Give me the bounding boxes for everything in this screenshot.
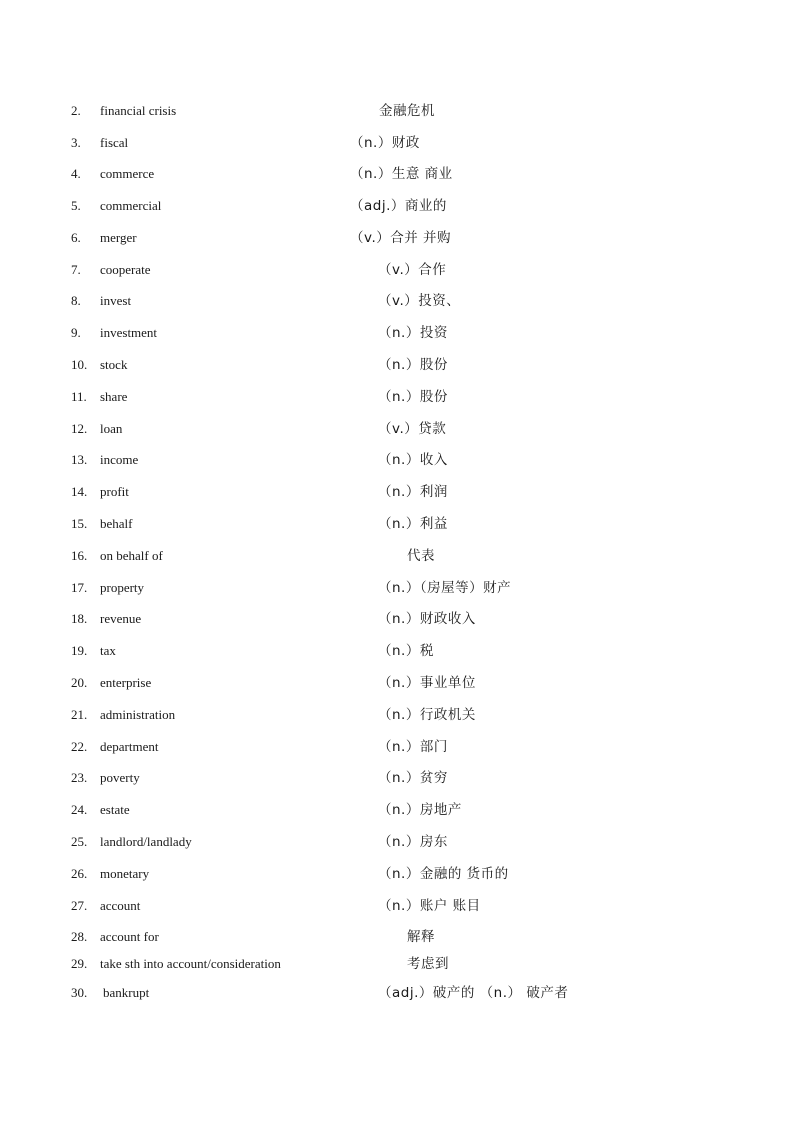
vocab-row	[0, 228, 794, 248]
chinese-meaning: （n.）金融的 货币的	[378, 866, 509, 882]
item-number: 11.	[71, 389, 87, 404]
vocab-row	[0, 864, 794, 884]
vocab-row	[0, 737, 794, 757]
chinese-meaning: 考虑到	[407, 956, 449, 972]
item-number: 5.	[71, 198, 81, 213]
vocab-row	[0, 260, 794, 280]
item-number: 15.	[71, 516, 88, 531]
english-term: investment	[100, 325, 158, 340]
vocab-row	[0, 323, 794, 343]
item-number: 21.	[71, 707, 88, 722]
english-term: monetary	[100, 866, 150, 881]
item-number: 23.	[71, 770, 88, 785]
item-number: 6.	[71, 230, 81, 245]
vocab-row	[0, 673, 794, 693]
english-term: bankrupt	[103, 985, 150, 1000]
chinese-meaning: （n.）账户 账目	[378, 898, 481, 914]
vocab-row	[0, 133, 794, 153]
vocab-row	[0, 101, 794, 121]
chinese-meaning: （n.）（房屋等）财产	[378, 580, 512, 596]
vocab-row	[0, 546, 794, 566]
item-number: 4.	[71, 166, 81, 181]
item-number: 13.	[71, 452, 88, 467]
chinese-meaning: （n.）生意 商业	[350, 166, 453, 182]
english-term: poverty	[100, 770, 140, 785]
vocab-row	[0, 927, 794, 947]
item-number: 27.	[71, 898, 88, 913]
chinese-meaning: （n.）财政	[350, 135, 420, 151]
vocab-row	[0, 832, 794, 852]
item-number: 30.	[71, 985, 88, 1000]
chinese-meaning: （n.）利润	[378, 484, 448, 500]
chinese-meaning: （n.）税	[378, 643, 434, 659]
chinese-meaning: （n.）房地产	[378, 802, 462, 818]
vocab-row	[0, 768, 794, 788]
english-term: commercial	[100, 198, 162, 213]
vocab-row	[0, 800, 794, 820]
vocab-row	[0, 387, 794, 407]
item-number: 20.	[71, 675, 88, 690]
item-number: 28.	[71, 929, 88, 944]
english-term: financial crisis	[100, 103, 177, 118]
vocab-row	[0, 954, 794, 974]
english-term: income	[100, 452, 139, 467]
item-number: 25.	[71, 834, 88, 849]
vocab-row	[0, 514, 794, 534]
item-number: 2.	[71, 103, 81, 118]
english-term: property	[100, 580, 145, 595]
vocab-row	[0, 291, 794, 311]
chinese-meaning: （n.）股份	[378, 357, 448, 373]
english-term: tax	[100, 643, 116, 658]
chinese-meaning: （n.）房东	[378, 834, 448, 850]
item-number: 12.	[71, 421, 88, 436]
english-term: on behalf of	[100, 548, 163, 563]
english-term: stock	[100, 357, 128, 372]
chinese-meaning: （n.）股份	[378, 389, 448, 405]
vocab-row	[0, 355, 794, 375]
item-number: 14.	[71, 484, 88, 499]
english-term: revenue	[100, 611, 142, 626]
chinese-meaning: （adj.）破产的 （n.） 破产者	[378, 985, 569, 1001]
english-term: department	[100, 739, 159, 754]
english-term: landlord/landlady	[100, 834, 192, 849]
vocab-row	[0, 578, 794, 598]
english-term: commerce	[100, 166, 155, 181]
english-term: take sth into account/consideration	[100, 956, 281, 971]
vocab-row	[0, 705, 794, 725]
chinese-meaning: （n.）部门	[378, 739, 448, 755]
item-number: 3.	[71, 135, 81, 150]
vocab-row	[0, 609, 794, 629]
item-number: 18.	[71, 611, 88, 626]
item-number: 8.	[71, 293, 81, 308]
english-term: estate	[100, 802, 130, 817]
chinese-meaning: （v.）投资、	[378, 293, 461, 309]
english-term: account for	[100, 929, 159, 944]
chinese-meaning: （n.）贫穷	[378, 770, 448, 786]
chinese-meaning: （n.）事业单位	[378, 675, 476, 691]
chinese-meaning: （n.）财政收入	[378, 611, 476, 627]
chinese-meaning: （v.）合作	[378, 262, 447, 278]
chinese-meaning: （adj.）商业的	[350, 198, 447, 214]
chinese-meaning: 解释	[407, 929, 435, 945]
item-number: 16.	[71, 548, 88, 563]
english-term: administration	[100, 707, 176, 722]
vocab-row	[0, 196, 794, 216]
english-term: fiscal	[100, 135, 129, 150]
item-number: 10.	[71, 357, 88, 372]
chinese-meaning: （v.）贷款	[378, 421, 447, 437]
chinese-meaning: （n.）收入	[378, 452, 448, 468]
vocab-row	[0, 164, 794, 184]
item-number: 17.	[71, 580, 88, 595]
chinese-meaning: （n.）行政机关	[378, 707, 476, 723]
chinese-meaning: （v.）合并 并购	[350, 230, 452, 246]
item-number: 9.	[71, 325, 81, 340]
item-number: 26.	[71, 866, 88, 881]
vocab-row	[0, 482, 794, 502]
english-term: loan	[100, 421, 123, 436]
chinese-meaning: 代表	[407, 548, 435, 564]
english-term: cooperate	[100, 262, 151, 277]
english-term: share	[100, 389, 128, 404]
english-term: profit	[100, 484, 129, 499]
english-term: merger	[100, 230, 137, 245]
chinese-meaning: （n.）投资	[378, 325, 448, 341]
item-number: 24.	[71, 802, 88, 817]
vocab-row	[0, 983, 794, 1003]
item-number: 19.	[71, 643, 88, 658]
chinese-meaning: （n.）利益	[378, 516, 448, 532]
english-term: invest	[100, 293, 132, 308]
vocab-row	[0, 450, 794, 470]
vocab-row	[0, 896, 794, 916]
chinese-meaning: 金融危机	[379, 103, 435, 119]
item-number: 29.	[71, 956, 88, 971]
item-number: 22.	[71, 739, 88, 754]
english-term: enterprise	[100, 675, 152, 690]
item-number: 7.	[71, 262, 81, 277]
vocab-row	[0, 419, 794, 439]
vocab-row	[0, 641, 794, 661]
english-term: account	[100, 898, 141, 913]
english-term: behalf	[100, 516, 133, 531]
